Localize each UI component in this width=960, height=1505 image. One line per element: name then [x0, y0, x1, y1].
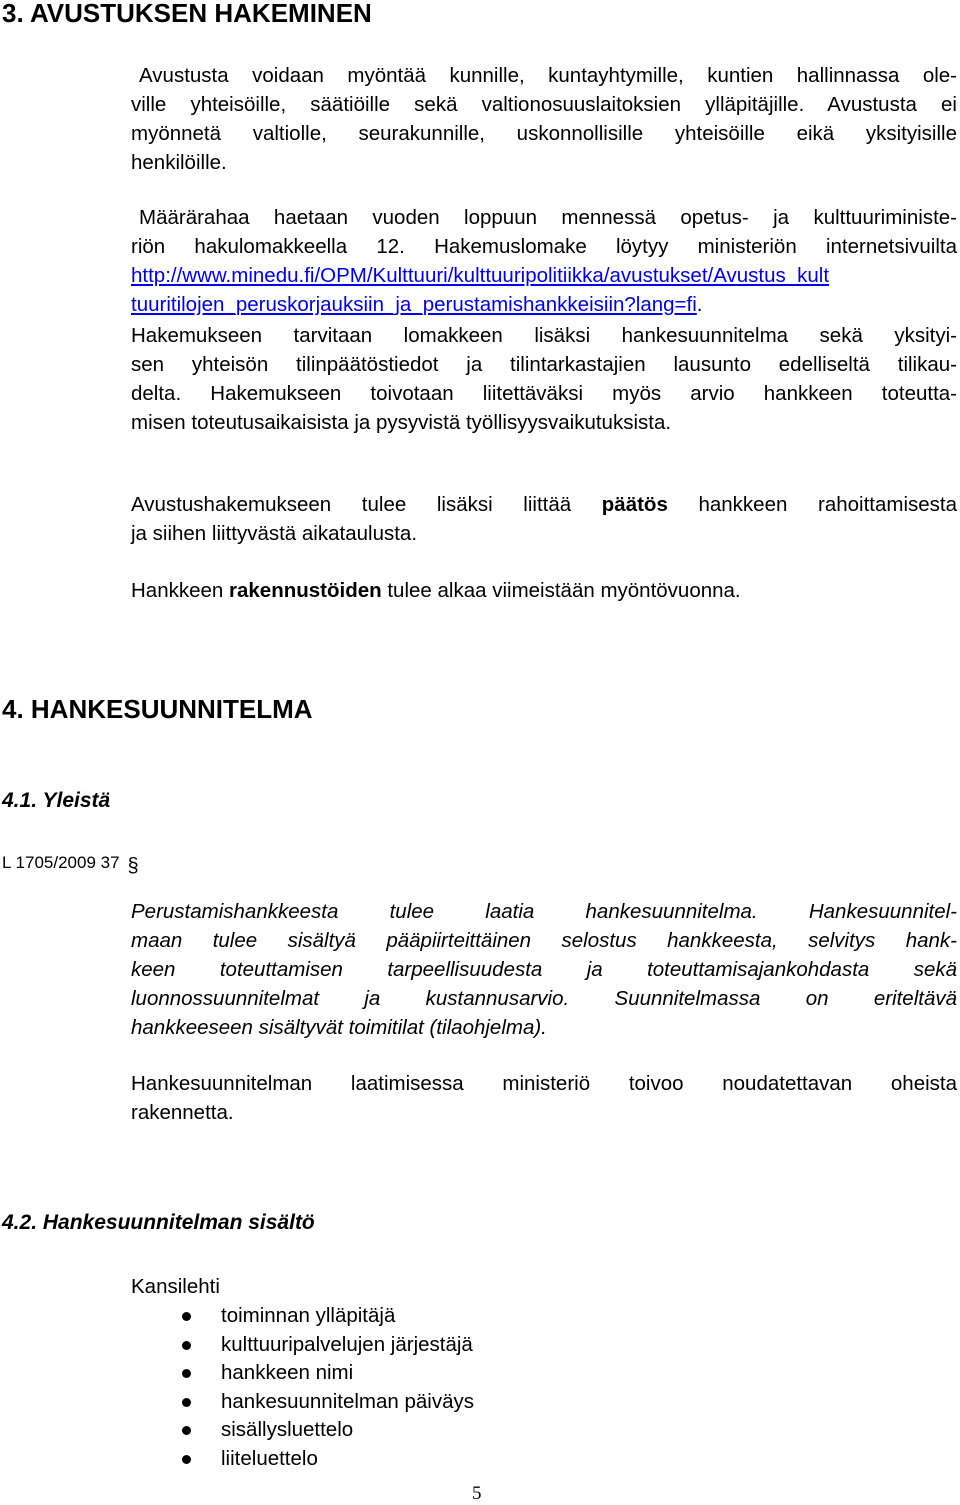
section-sign: §: [127, 855, 139, 877]
bullet-icon: [182, 1369, 191, 1378]
list-item: kulttuuripalvelujen järjestäjä: [131, 1331, 474, 1360]
bullet-icon: [182, 1312, 191, 1321]
paragraph-eligibility: [131, 61, 957, 177]
text-line: ja siihen liittyvästä aikataulusta.: [131, 522, 418, 545]
text-line: Hankesuunnitelman laatimisessa ministeriö toivoo noudatettavan oheista: [131, 1072, 957, 1095]
text-line: Avustusta voidaan myöntää kunnille, kuntayhtymille, kuntien hallinnassa ole-: [139, 64, 957, 87]
paragraph-financing-decision: [131, 490, 957, 548]
text-line: sen yhteisön tilinpäätöstiedot ja tilintarkastajien lausunto edelliseltä tilikau-: [131, 353, 957, 376]
emphasis-construction: rakennustöiden: [229, 579, 382, 602]
list-title-cover-page: Kansilehti: [131, 1275, 220, 1298]
subsection-heading-4-1: 4.1. Yleistä: [2, 789, 111, 812]
ministry-website-link[interactable]: http://www.minedu.fi/OPM/Kulttuuri/kulttuuripolitiikka/avustukset/Avustus_kult: [131, 264, 830, 287]
text-line: Määrärahaa haetaan vuoden loppuun mennessä opetus- ja kulttuuriministe-: [139, 206, 957, 229]
law-quote: [131, 897, 957, 1042]
bullet-icon: [182, 1341, 191, 1350]
list-item: sisällysluettelo: [131, 1416, 474, 1445]
paragraph-structure-intro: [131, 1069, 957, 1127]
text-line: riön hakulomakkeella 12. Hakemuslomake löytyy ministeriön internetsivuilta: [131, 235, 957, 258]
list-item: toiminnan ylläpitäjä: [131, 1302, 474, 1331]
text-line: misen toteutusaikaisista ja pysyvistä työllisyysvaikutuksista.: [131, 411, 672, 434]
link-period: .: [696, 293, 703, 316]
text-line: delta. Hakemukseen toivotaan liitettäväksi myös arvio hankkeen toteutta-: [131, 382, 957, 405]
list-item: hankesuunnitelman päiväys: [131, 1388, 474, 1417]
paragraph-application-form: [131, 203, 957, 319]
emphasis-decision: päätös: [601, 493, 668, 516]
text-line: luonnossuunnitelmat ja kustannusarvio. Suunnitelmassa on eriteltävä: [131, 987, 957, 1010]
bullet-icon: [182, 1398, 191, 1407]
list-item: liiteluettelo: [131, 1445, 474, 1474]
text-line: Perustamishankkeesta tulee laatia hankesuunnitelma. Hankesuunnitel-: [131, 900, 957, 923]
text-line: Hakemukseen tarvitaan lomakkeen lisäksi hankesuunnitelma sekä yksityi-: [131, 324, 957, 347]
ministry-website-link-continued[interactable]: tuuritilojen_peruskorjauksiin_ja_perustamishankkeisiin?lang=fi: [131, 293, 697, 316]
text-line: henkilöille.: [131, 151, 227, 174]
subsection-heading-4-2: 4.2. Hankesuunnitelman sisältö: [2, 1211, 315, 1234]
text-line: Avustushakemukseen tulee lisäksi liittää päätös hankkeen rahoittamisesta: [131, 493, 958, 516]
section-heading-3: 3. AVUSTUKSEN HAKEMINEN: [2, 0, 372, 28]
text-line: Hankkeen rakennustöiden tulee alkaa viimeistään myöntövuonna.: [131, 579, 741, 602]
paragraph-required-documents: [131, 321, 957, 437]
text-line: hankkeeseen sisältyvät toimitilat (tilaohjelma).: [131, 1016, 547, 1039]
law-reference: L 1705/2009 37 §: [2, 853, 139, 877]
bullet-icon: [182, 1426, 191, 1435]
text-line: rakennetta.: [131, 1101, 234, 1124]
cover-page-items-list: [131, 1302, 474, 1473]
bullet-icon: [182, 1455, 191, 1464]
text-line: keen toteuttamisen tarpeellisuudesta ja toteuttamisajankohdasta sekä: [131, 958, 957, 981]
page-number: 5: [472, 1483, 482, 1504]
section-heading-4: 4. HANKESUUNNITELMA: [2, 694, 313, 724]
list-item: hankkeen nimi: [131, 1359, 474, 1388]
text-line: myönnetä valtiolle, seurakunnille, uskonnollisille yhteisöille eikä yksityisille: [131, 122, 957, 145]
paragraph-construction-start: [131, 576, 957, 605]
text-line: maan tulee sisältyä pääpiirteittäinen selostus hankkeesta, selvitys hank-: [131, 929, 957, 952]
text-line: ville yhteisöille, säätiöille sekä valtionosuuslaitoksien ylläpitäjille. Avustusta ei: [131, 93, 957, 116]
